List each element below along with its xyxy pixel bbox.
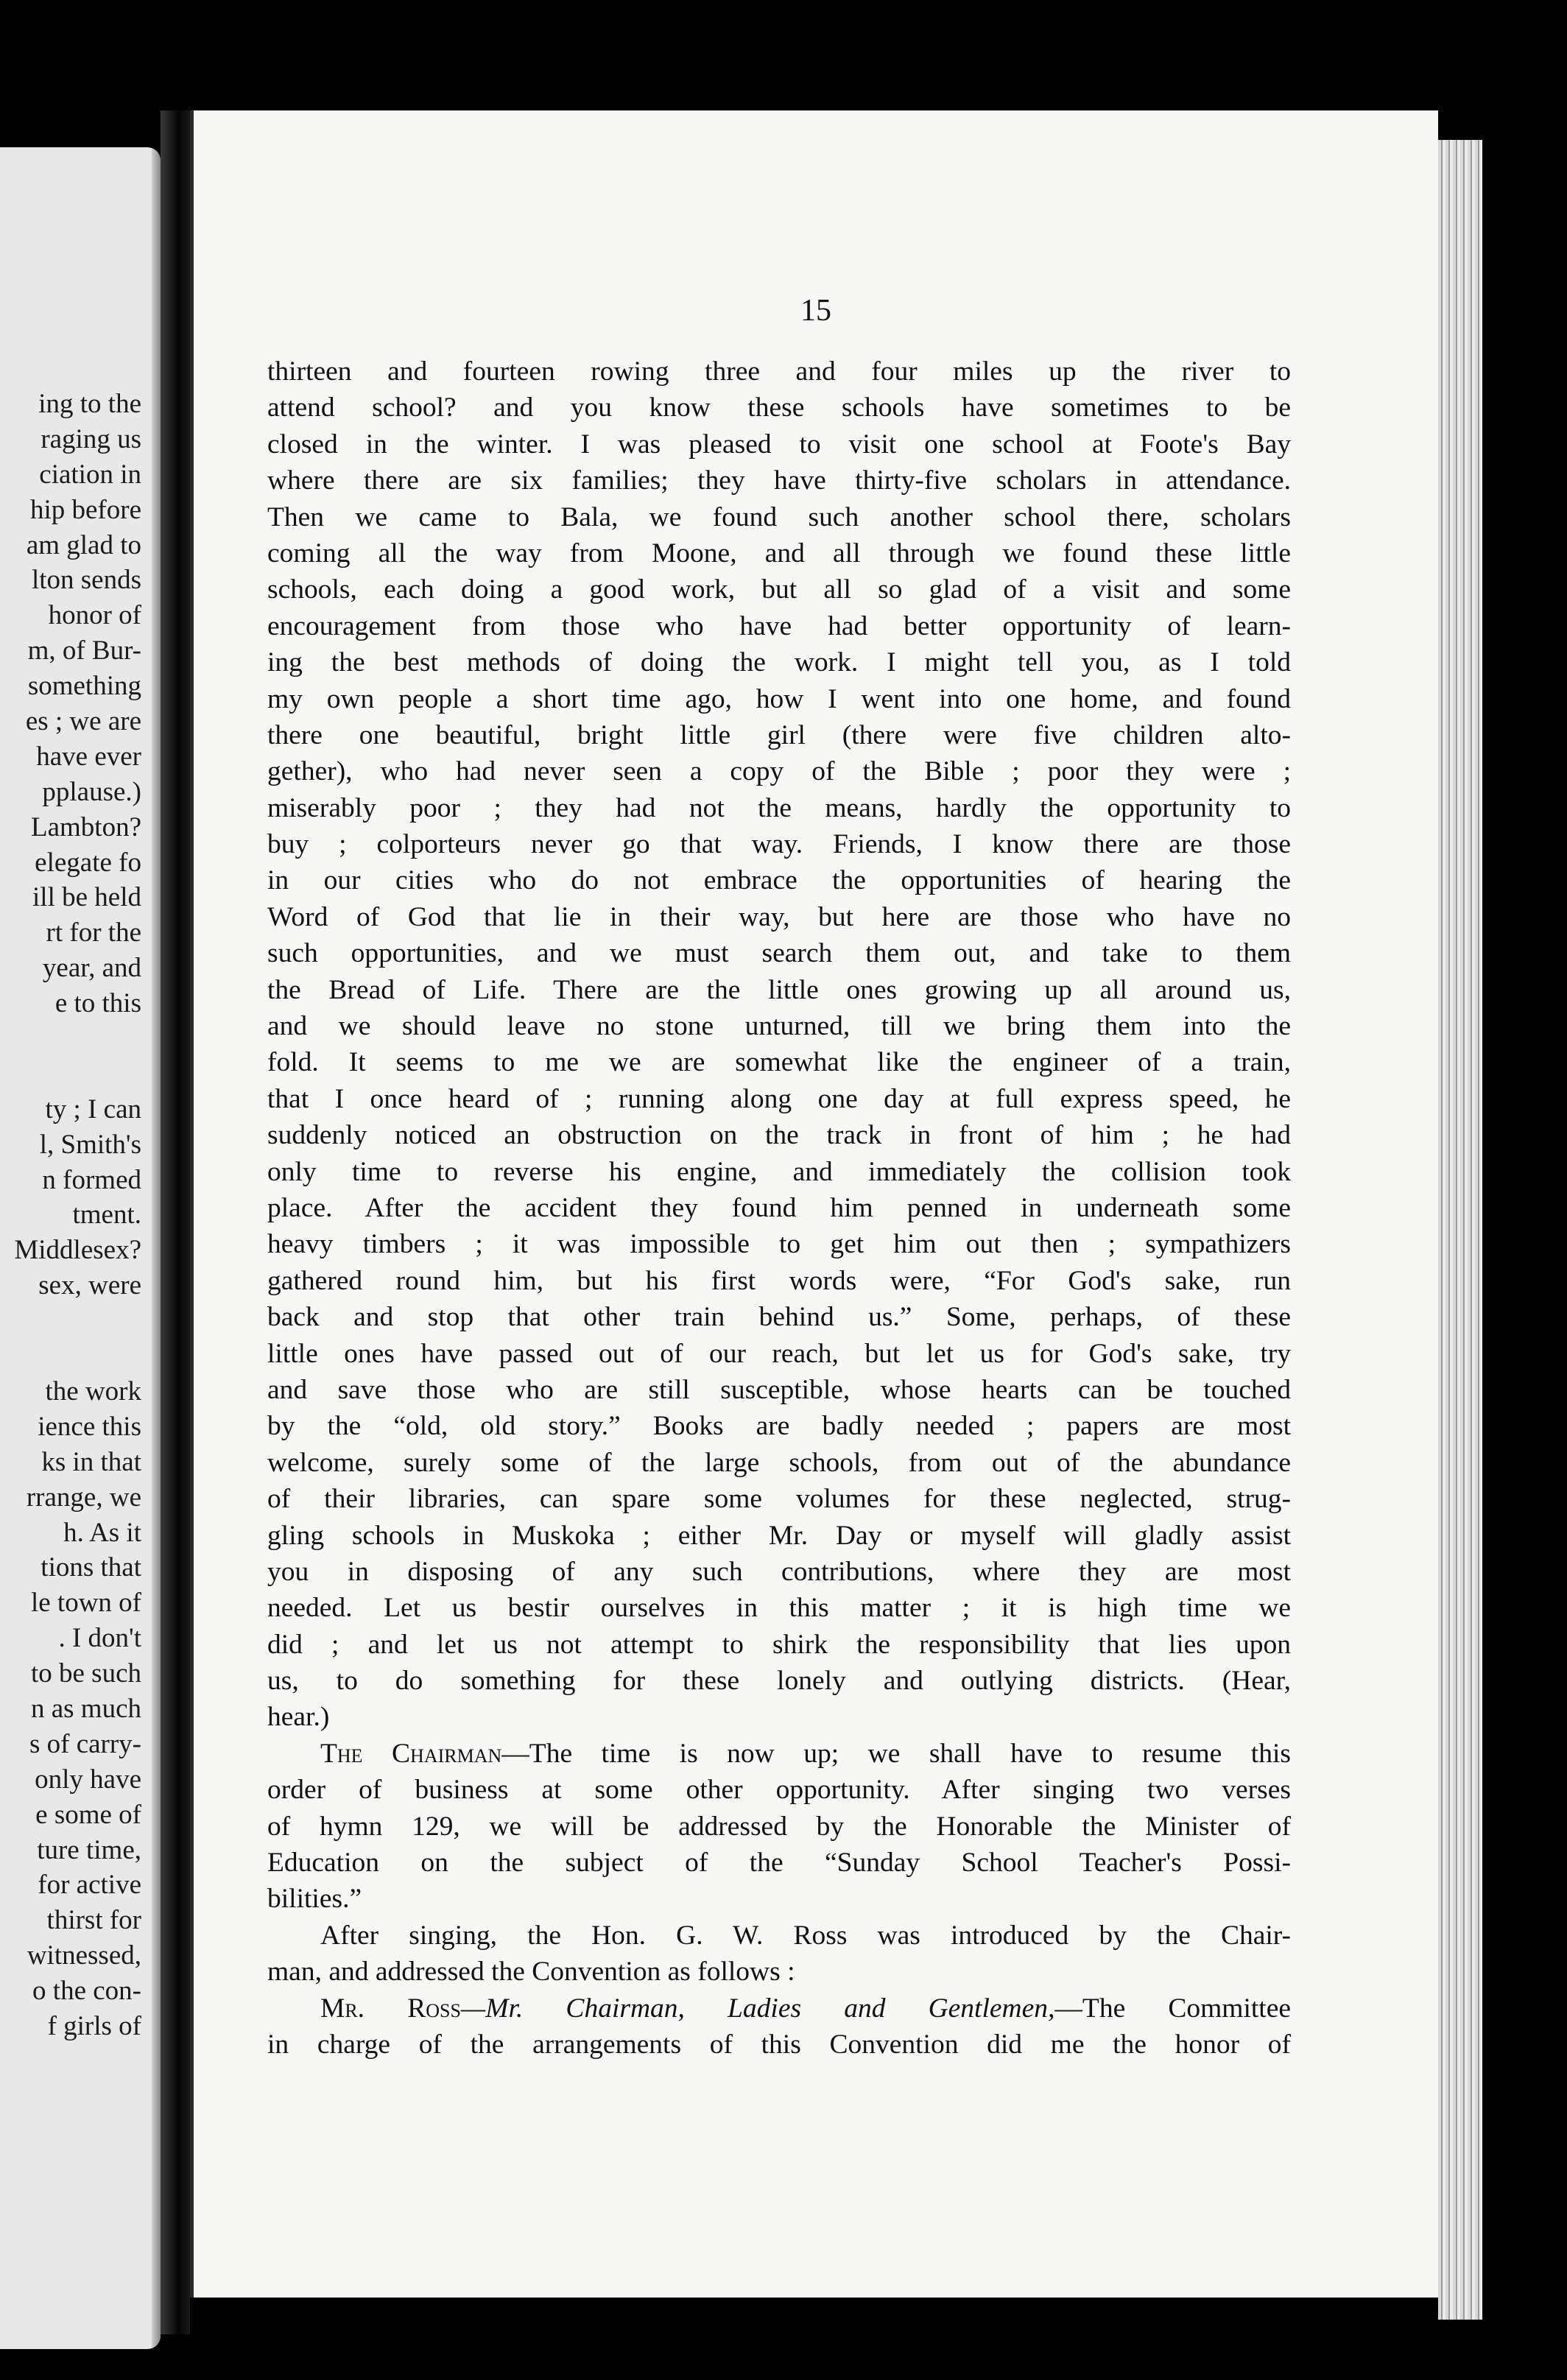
text-line: that I once heard of ; running along one day at full express speed, he	[267, 1083, 1291, 1114]
text-line: and we should leave no stone unturned, till we bring them into the	[267, 1011, 1291, 1042]
text-line: back and stop that other train behind us.” Some, perhaps, of these	[267, 1302, 1291, 1333]
text-line: attend school? and you know these schools have sometimes to be	[267, 392, 1291, 423]
facing-page-line	[0, 1339, 141, 1374]
facing-page-line: ciation in	[39, 459, 141, 490]
facing-page-line: ks in that	[41, 1446, 141, 1477]
facing-page-line: n formed	[42, 1164, 141, 1195]
ross-line-1	[267, 1990, 1291, 2027]
text-line: the Bread of Life. There are the little ones growing up all around us,	[267, 974, 1291, 1005]
facing-page-line: honor of	[48, 600, 141, 631]
text-line: buy ; colporteurs never go that way. Friends, I know there are those	[267, 829, 1291, 860]
text-line: did ; and let us not attempt to shirk the responsibility that lies upon	[267, 1629, 1291, 1660]
main-page	[190, 110, 1438, 2298]
facing-page-line: es ; we are	[25, 706, 141, 737]
text-line: hear.)	[267, 1702, 330, 1733]
text-line: suddenly noticed an obstruction on the track in front of him ; he had	[267, 1120, 1291, 1151]
facing-page-line: le town of	[30, 1588, 141, 1619]
facing-page-line: pplause.)	[42, 776, 141, 807]
book-binding-gutter	[161, 110, 190, 2334]
facing-page-line: thirst for	[46, 1905, 141, 1936]
text-line: ing the best methods of doing the work. I might tell you, as I told	[267, 647, 1291, 678]
paragraph-ross	[267, 1990, 1291, 2063]
facing-page-line: only have	[35, 1764, 141, 1795]
facing-page-line: witnessed,	[27, 1940, 141, 1971]
facing-page-line: . I don't	[58, 1623, 141, 1654]
facing-page-line: tions that	[41, 1552, 141, 1583]
facing-page-line: h. As it	[63, 1517, 141, 1548]
after-singing-line-2: man, and addressed the Convention as follows :	[267, 1957, 795, 1988]
paragraph-after-singing	[267, 1918, 1291, 1990]
facing-page-line: Middlesex?	[14, 1235, 141, 1266]
facing-page-line: e to this	[54, 988, 141, 1019]
facing-page-line: sex, were	[38, 1270, 141, 1301]
body-text	[267, 353, 1291, 2063]
text-line: closed in the winter. I was pleased to visit one school at Foote's Bay	[267, 429, 1291, 460]
text-line: where there are six families; they have thirty-five scholars in attendance.	[267, 465, 1291, 496]
facing-page-line: raging us	[41, 423, 141, 454]
facing-page-line: year, and	[42, 953, 141, 984]
left-page-edge-shadow	[152, 147, 161, 2349]
facing-page-line: Lambton?	[30, 811, 141, 842]
text-line: my own people a short time ago, how I went into one home, and found	[267, 683, 1291, 714]
text-line: Word of God that lie in their way, but here are those who have no	[267, 901, 1291, 932]
facing-page-line: s of carry-	[29, 1728, 141, 1759]
facing-page-line: ing to the	[38, 389, 141, 419]
text-line: needed. Let us bestir ourselves in this matter ; it is high time we	[267, 1593, 1291, 1624]
facing-page-line: e some of	[35, 1799, 141, 1830]
facing-page-line: ty ; I can	[45, 1094, 141, 1124]
chairman-line-3: of hymn 129, we will be addressed by the Honorable the Minister of	[267, 1811, 1291, 1842]
text-line: and save those who are still susceptible, whose hearts can be touched	[267, 1374, 1291, 1405]
text-line: thirteen and fourteen rowing three and four miles up the river to	[267, 356, 1291, 387]
ross-text: —The Committee	[1054, 1993, 1291, 2024]
chairman-line-2: order of business at some other opportunity. After singing two verses	[267, 1775, 1291, 1806]
facing-page-line: elegate fo	[35, 847, 141, 878]
text-line: us, to do something for these lonely and outlying districts. (Hear,	[267, 1666, 1291, 1697]
facing-page-line: n as much	[30, 1693, 141, 1724]
facing-page-line: tment.	[72, 1200, 141, 1231]
facing-page-line: f girls of	[47, 2010, 141, 2041]
text-line: fold. It seems to me we are somewhat like the engineer of a train,	[267, 1047, 1291, 1078]
facing-page-line: the work	[45, 1376, 141, 1406]
text-line: coming all the way from Moone, and all through we found these little	[267, 538, 1291, 568]
paragraph-continuation	[267, 353, 1291, 1736]
text-line: only time to reverse his engine, and immediately the collision took	[267, 1156, 1291, 1187]
facing-page-line: rt for the	[46, 918, 141, 948]
text-line: of their libraries, can spare some volumes for these neglected, strug-	[267, 1484, 1291, 1515]
facing-page-line: ience this	[38, 1411, 141, 1442]
facing-page-line	[0, 1021, 141, 1057]
ross-line-2: in charge of the arrangements of this Convention did me the honor of	[267, 2029, 1291, 2060]
text-line: gling schools in Muskoka ; either Mr. Day or myself will gladly assist	[267, 1520, 1291, 1551]
text-line: schools, each doing a good work, but all so glad of a visit and some	[267, 574, 1291, 605]
text-line: miserably poor ; they had not the means, hardly the opportunity to	[267, 792, 1291, 823]
text-line: there one beautiful, bright little girl (there were five children alto-	[267, 719, 1291, 750]
facing-page-line: ture time,	[37, 1834, 141, 1865]
facing-page-line: l, Smith's	[39, 1129, 141, 1160]
facing-page-line: hip before	[29, 494, 141, 525]
text-line: by the “old, old story.” Books are badly needed ; papers are most	[267, 1411, 1291, 1442]
facing-page-line: something	[27, 671, 141, 702]
facing-page-line: o the con-	[32, 1976, 141, 2007]
facing-page-line: am glad to	[26, 529, 141, 560]
facing-page-line: ill be held	[32, 882, 141, 913]
text-line: Then we came to Bala, we found such another school there, scholars	[267, 501, 1291, 532]
text-line: welcome, surely some of the large schools, from out of the abundance	[267, 1447, 1291, 1478]
text-line: in our cities who do not embrace the opportunities of hearing the	[267, 865, 1291, 896]
speaker-ross: Mr. Ross	[320, 1993, 461, 2024]
facing-page-line: to be such	[30, 1658, 141, 1689]
facing-page-left	[0, 147, 161, 2349]
chairman-line-5: bilities.”	[267, 1884, 362, 1915]
paragraph-chairman	[267, 1736, 1291, 1918]
facing-page-line: lton sends	[31, 565, 141, 596]
facing-page-line: rrange, we	[26, 1482, 141, 1513]
text-line: gether), who had never seen a copy of the Bible ; poor they were ;	[267, 756, 1291, 787]
page-number: 15	[800, 294, 831, 328]
page-stack-edges	[1438, 140, 1482, 2320]
after-singing-line-1: After singing, the Hon. G. W. Ross was introduced by the Chair-	[320, 1920, 1291, 1951]
facing-page-text	[0, 387, 141, 2044]
text-line: gathered round him, but his first words were, “For God's sake, run	[267, 1265, 1291, 1296]
speaker-chairman: The Chairman	[320, 1738, 502, 1769]
chairman-line-4: Education on the subject of the “Sunday School Teacher's Possi-	[267, 1848, 1291, 1879]
text-line: place. After the accident they found him penned in underneath some	[267, 1192, 1291, 1223]
facing-page-line	[0, 1057, 141, 1092]
text-line: little ones have passed out of our reach, but let us for God's sake, try	[267, 1338, 1291, 1369]
facing-page-line: have ever	[36, 741, 141, 772]
chairman-line-1	[267, 1736, 1291, 1772]
facing-page-line	[0, 1303, 141, 1339]
chairman-text: —The time is now up; we shall have to resume this	[501, 1738, 1291, 1769]
facing-page-line: for active	[38, 1870, 141, 1901]
text-line: you in disposing of any such contributions, where they are most	[267, 1556, 1291, 1587]
facing-page-line: m, of Bur-	[27, 636, 141, 666]
text-line: heavy timbers ; it was impossible to get him out then ; sympathizers	[267, 1229, 1291, 1260]
text-line: such opportunities, and we must search them out, and take to them	[267, 938, 1291, 969]
text-line: encouragement from those who have had better opportunity of learn-	[267, 610, 1291, 641]
ross-salutation: —Mr. Chairman, Ladies and Gentlemen,	[460, 1993, 1055, 2024]
